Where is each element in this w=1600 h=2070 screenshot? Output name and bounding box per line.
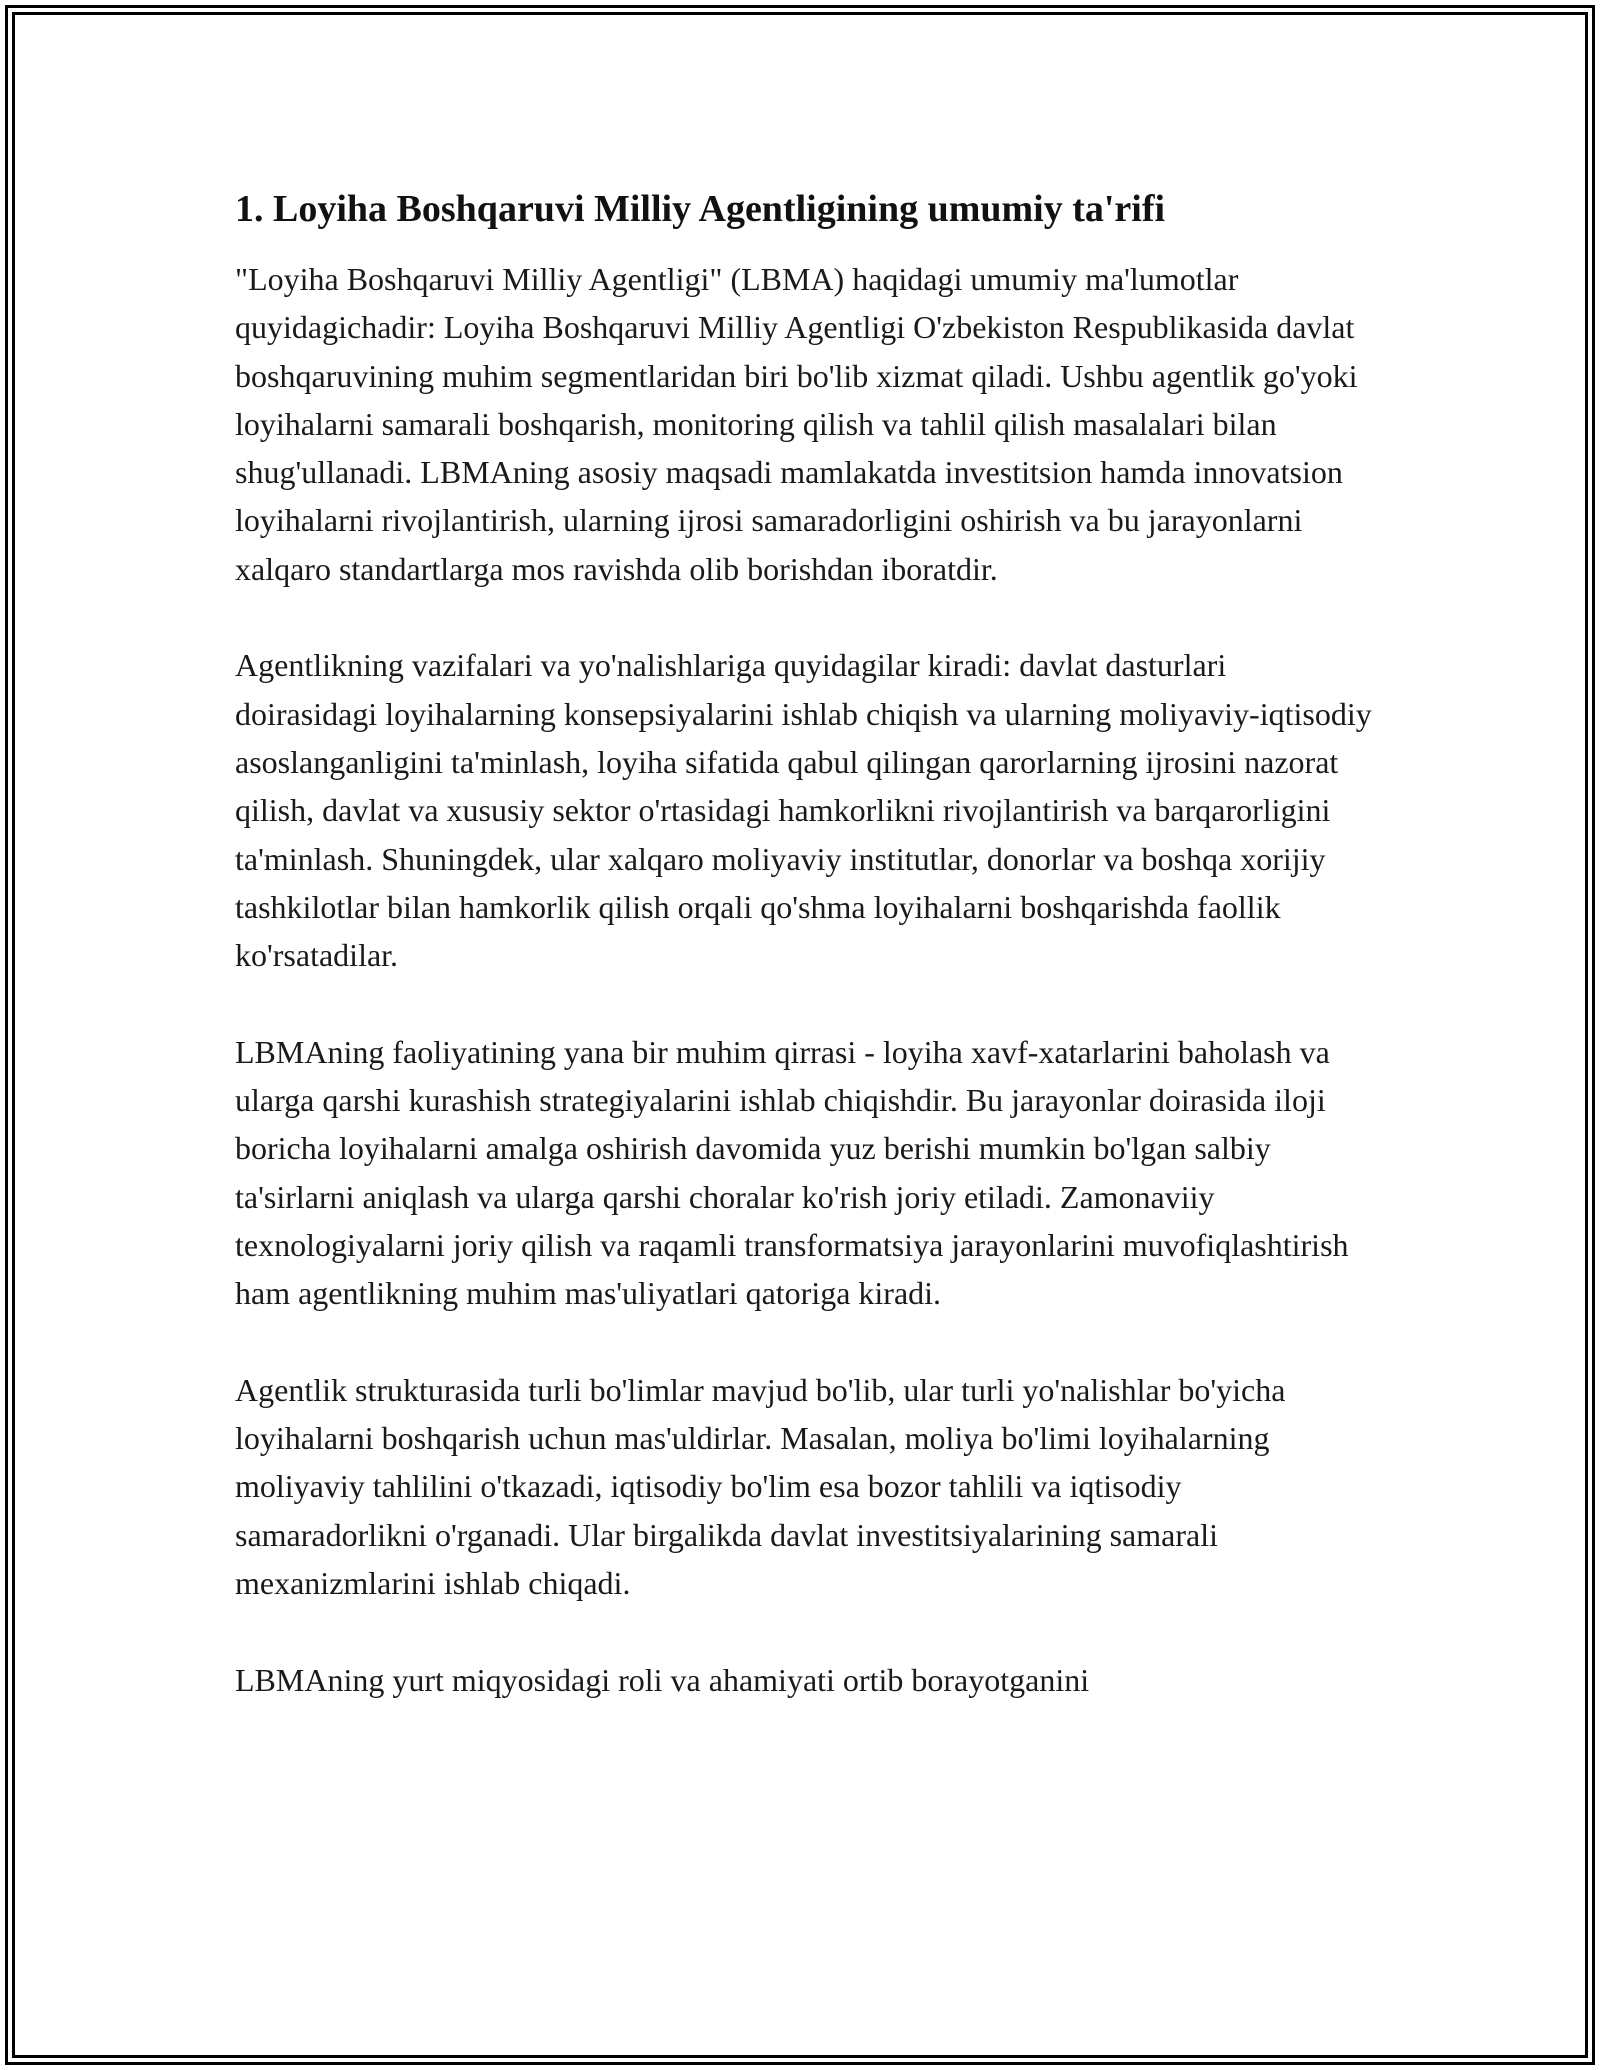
section-heading: 1. Loyiha Boshqaruvi Milliy Agentligining umumiy ta'rifi: [235, 188, 1166, 230]
paragraph-tasks: Agentlikning vazifalari va yo'nalishlariga quyidagilar kiradi: davlat dasturlari doirasidagi loyihalarning konsepsiyalarini ishlab chiqish va ularning moliyaviy-iqtisodiy asoslanganligini ta'minlash, loyiha sifatida qabul qilingan qarorlarning ijrosini nazorat qilish, davlat va xususiy sektor o'rtasidagi hamkorlikni rivojlantirish va barqarorligini ta'minlash. Shuningdek, ular xalqaro moliyaviy institutlar, donorlar va boshqa xorijiy tashkilotlar bilan hamkorlik qilish orqali qo'shma loyihalarni boshqarishda faollik ko'rsatadilar.: [235, 647, 1372, 974]
document-body: [235, 185, 1375, 1752]
paragraph-role: LBMAning yurt miqyosidagi roli va ahamiyati ortib borayotganini: [235, 1661, 1090, 1698]
paragraph-structure: Agentlik strukturasida turli bo'limlar mavjud bo'lib, ular turli yo'nalishlar bo'yicha loyihalarni boshqarish uchun mas'uldirlar. Masalan, moliya bo'limi loyihalarning moliyaviy tahlilini o'tkazadi, iqtisodiy bo'lim esa bozor tahlili va iqtisodiy samaradorlikni o'rganadi. Ular birgalikda davlat investitsiyalarining samarali mexanizmlarini ishlab chiqadi.: [235, 1371, 1286, 1602]
paragraph-overview: "Loyiha Boshqaruvi Milliy Agentligi" (LBMA) haqidagi umumiy ma'lumotlar quyidagichadir: Loyiha Boshqaruvi Milliy Agentligi O'zbekiston Respublikasida davlat boshqaruvining muhim segmentlaridan biri bo'lib xizmat qiladi. Ushbu agentlik go'yoki loyihalarni samarali boshqarish, monitoring qilish va tahlil qilish masalalari bilan shug'ullanadi. LBMAning asosiy maqsadi mamlakatda investitsion hamda innovatsion loyihalarni rivojlantirish, ularning ijrosi samaradorligini oshirish va bu jarayonlarni xalqaro standartlarga mos ravishda olib borishdan iboratdir.: [235, 261, 1358, 587]
paragraph-risks: LBMAning faoliyatining yana bir muhim qirrasi - loyiha xavf-xatarlarini baholash va ularga qarshi kurashish strategiyalarini ishlab chiqishdir. Bu jarayonlar doirasida iloji boricha loyihalarni amalga oshirish davomida yuz berishi mumkin bo'lgan salbiy ta'sirlarni aniqlash va ularga qarshi choralar ko'rish joriy etiladi. Zamonaviiy texnologiyalarni joriy qilish va raqamli transformatsiya jarayonlarini muvofiqlashtirish ham agentlikning muhim mas'uliyatlari qatoriga kiradi.: [235, 1033, 1349, 1312]
